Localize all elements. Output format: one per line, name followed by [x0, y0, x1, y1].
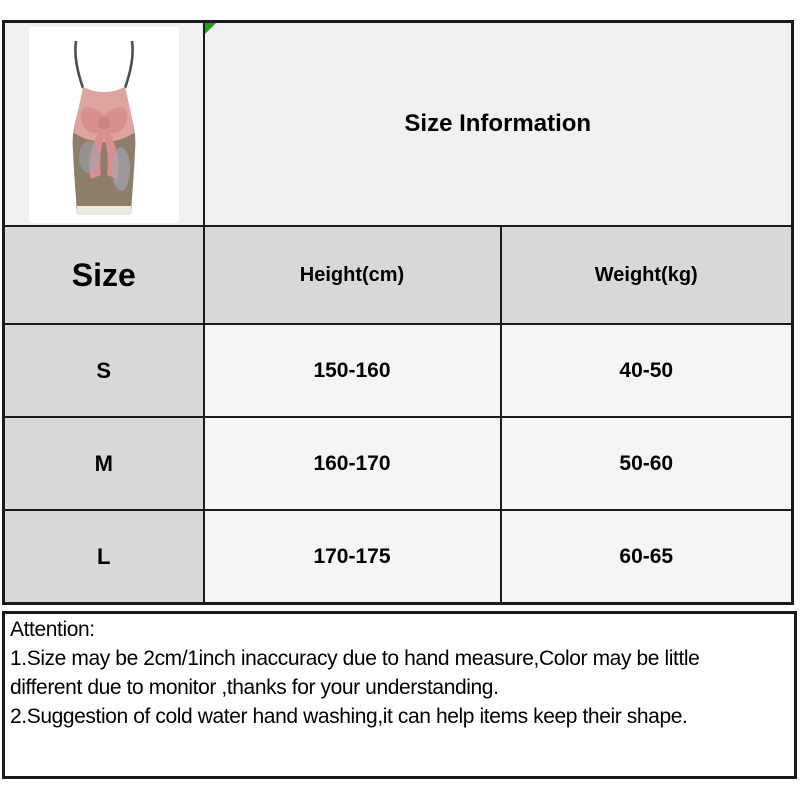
table-row: [4, 324, 793, 417]
product-image-cell: [4, 22, 204, 227]
size-label: L: [4, 510, 204, 604]
size-label: M: [4, 417, 204, 510]
column-header-size: Size: [4, 226, 204, 324]
title-cell: [204, 22, 793, 227]
attention-line: different due to monitor ,thanks for your understanding.: [10, 676, 499, 699]
column-header-height: Height(cm): [204, 226, 501, 324]
product-photo: [29, 27, 179, 223]
attention-line: 2.Suggestion of cold water hand washing,it can help items keep their shape.: [10, 705, 688, 728]
dress-strap-right-icon: [125, 41, 133, 88]
size-table: [2, 20, 794, 605]
height-value: 150-160: [204, 324, 501, 417]
cell-corner-marker-icon: [205, 23, 216, 34]
weight-value: 60-65: [501, 510, 793, 604]
attention-box: [2, 611, 797, 779]
weight-value: 50-60: [501, 417, 793, 510]
bow-knot: [98, 117, 110, 129]
print-smudge-right: [112, 147, 130, 191]
top-row: [4, 22, 793, 227]
column-header-weight: Weight(kg): [501, 226, 793, 324]
dress-graphic: [29, 27, 179, 223]
print-smudge-left: [79, 141, 99, 173]
table-row: [4, 510, 793, 604]
table-header-row: [4, 226, 793, 324]
page-title: Size Information: [404, 110, 592, 137]
dress-strap-left-icon: [75, 41, 83, 88]
attention-line: 1.Size may be 2cm/1inch inaccuracy due to hand measure,Color may be little: [10, 647, 700, 670]
dress-hem: [77, 206, 131, 215]
weight-value: 40-50: [501, 324, 793, 417]
attention-title: Attention:: [10, 618, 95, 641]
size-label: S: [4, 324, 204, 417]
height-value: 170-175: [204, 510, 501, 604]
height-value: 160-170: [204, 417, 501, 510]
table-row: [4, 417, 793, 510]
